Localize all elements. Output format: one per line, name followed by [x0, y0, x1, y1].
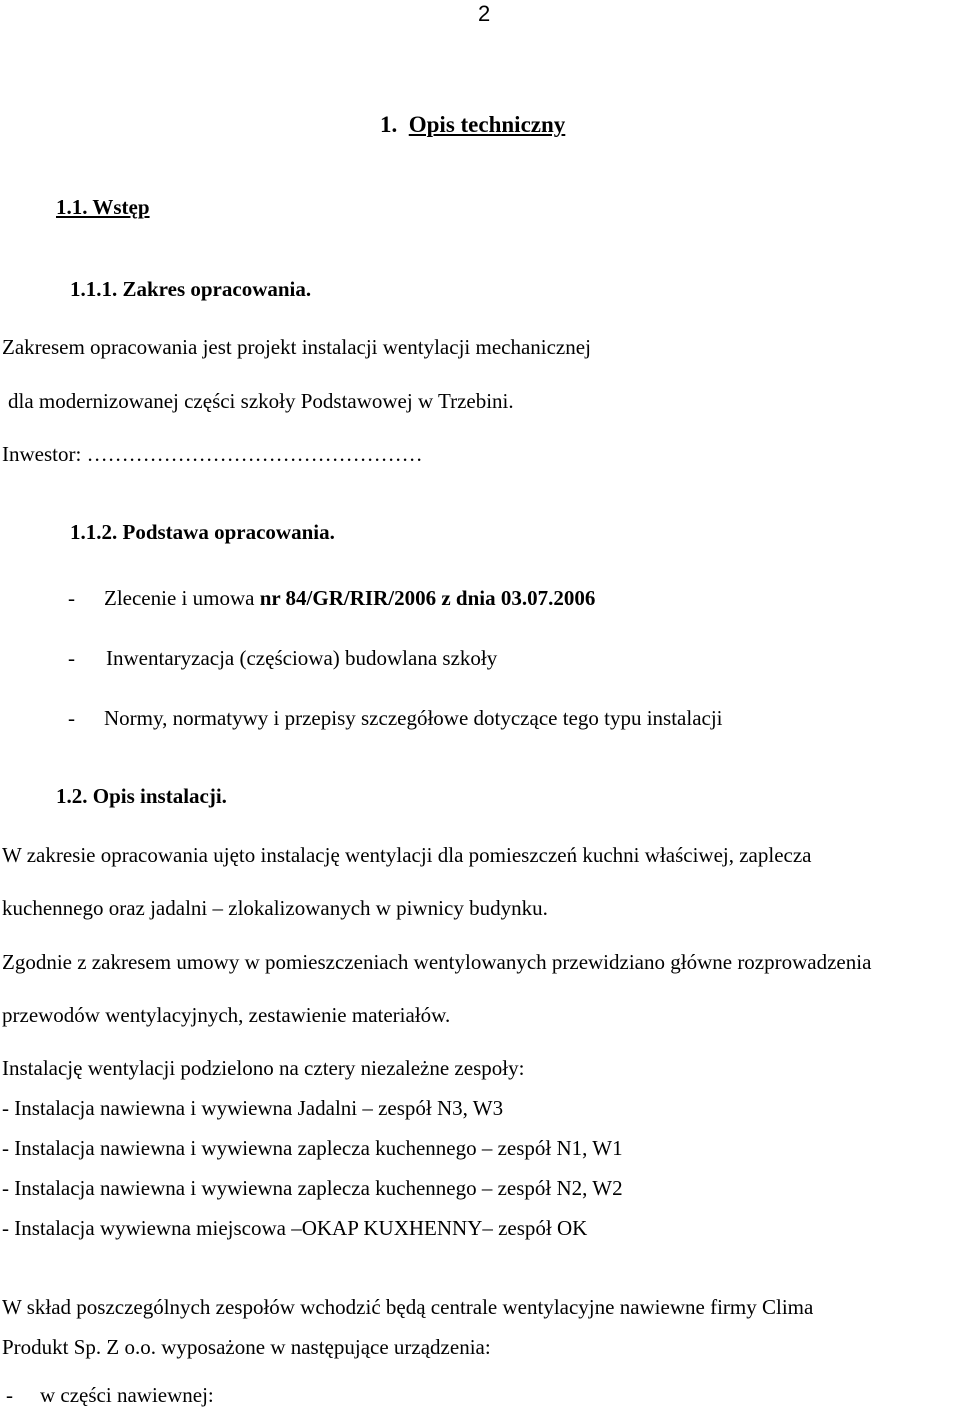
basis-item-dash: -	[68, 706, 75, 730]
basis-item: Normy, normatywy i przepisy szczegółowe dotyczące tego typu instalacji	[104, 706, 723, 730]
chapter-title: Opis techniczny	[408, 112, 566, 137]
page-number: 2	[478, 1, 491, 26]
chapter-number: 1.	[380, 112, 398, 137]
section-heading-intro: 1.1. Wstęp	[56, 195, 150, 219]
subsection-heading-basis: 1.1.2. Podstawa opracowania.	[70, 520, 335, 544]
subsection-heading-scope: 1.1.1. Zakres opracowania.	[70, 277, 312, 301]
unit-item: - Instalacja nawiewna i wywiewna zaplecza kuchennego – zespół N2, W2	[2, 1176, 623, 1200]
paragraph-line: W skład poszczególnych zespołów wchodzić będą centrale wentylacyjne nawiewne firmy Clima	[2, 1295, 814, 1319]
basis-item-contract-number: nr 84/GR/RIR/2006 z dnia 03.07.2006	[259, 586, 596, 610]
scope-line-2: dla modernizowanej części szkoły Podstawowej w Trzebini.	[8, 389, 514, 413]
unit-item: - Instalacja nawiewna i wywiewna zaplecza kuchennego – zespół N1, W1	[2, 1136, 623, 1160]
scope-line-1: Zakresem opracowania jest projekt instalacji wentylacji mechanicznej	[2, 335, 591, 359]
paragraph-line: kuchennego oraz jadalni – zlokalizowanych w piwnicy budynku.	[2, 896, 548, 920]
units-intro: Instalację wentylacji podzielono na cztery niezależne zespoły:	[2, 1056, 525, 1080]
paragraph-line: W zakresie opracowania ujęto instalację wentylacji dla pomieszczeń kuchni właściwej, zaplecza	[2, 843, 812, 867]
unit-item: - Instalacja nawiewna i wywiewna Jadalni – zespół N3, W3	[2, 1096, 504, 1120]
basis-item: Inwentaryzacja (częściowa) budowlana szkoły	[106, 646, 498, 670]
list-item-dash: -	[6, 1383, 13, 1407]
unit-item: - Instalacja wywiewna miejscowa –OKAP KUXHENNY– zespół OK	[2, 1216, 588, 1240]
basis-item-dash: -	[68, 646, 75, 670]
section-heading-description: 1.2. Opis instalacji.	[56, 784, 227, 808]
basis-item-text: Zlecenie i umowa	[104, 586, 260, 610]
investor-line: Inwestor: …………………………………………	[2, 442, 423, 466]
chapter-heading	[380, 113, 565, 136]
paragraph-line: Produkt Sp. Z o.o. wyposażone w następujące urządzenia:	[2, 1335, 491, 1359]
basis-item-dash: -	[68, 586, 75, 610]
paragraph-line: Zgodnie z zakresem umowy w pomieszczeniach wentylowanych przewidziano główne rozprowadzenia	[2, 950, 872, 974]
paragraph-line: przewodów wentylacyjnych, zestawienie materiałów.	[2, 1003, 451, 1027]
list-item: w części nawiewnej:	[40, 1383, 214, 1407]
basis-item	[104, 588, 595, 609]
